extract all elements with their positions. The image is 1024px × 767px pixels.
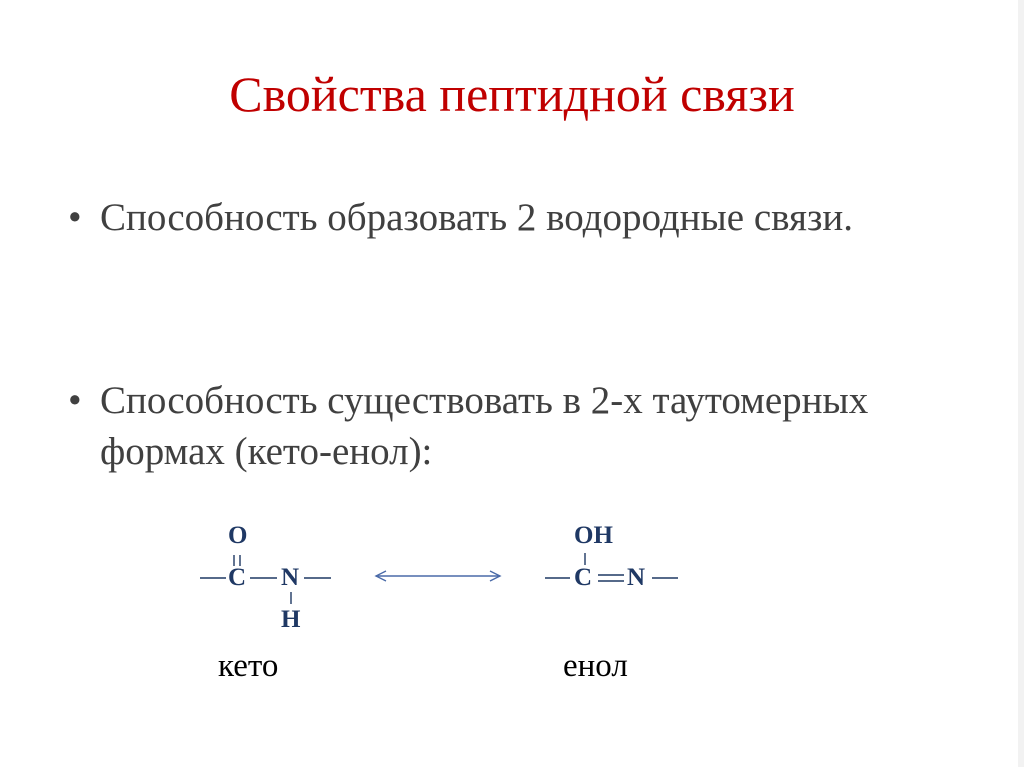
bullet-marker: •	[68, 379, 82, 422]
slide-title: Свойства пептидной связи	[229, 66, 795, 122]
keto-hydrogen-atom: H	[281, 606, 301, 633]
enol-carbon-atom: C	[574, 564, 593, 591]
bullet-marker: •	[68, 196, 82, 239]
enol-hydroxyl-group: OH	[574, 522, 613, 549]
keto-label: кето	[218, 648, 279, 684]
enol-nitrogen-atom: N	[627, 564, 646, 591]
bullet-text: Способность образовать 2 водородные связи.	[100, 196, 853, 239]
keto-nitrogen-atom: N	[281, 564, 300, 591]
keto-oxygen-atom: O	[228, 522, 248, 549]
bullet-text: Способность существовать в 2-х таутомерных формах (кето-енол):	[100, 379, 869, 473]
double-headed-arrow	[376, 571, 500, 581]
enol-label: енол	[563, 648, 628, 684]
keto-carbon-atom: C	[228, 564, 247, 591]
